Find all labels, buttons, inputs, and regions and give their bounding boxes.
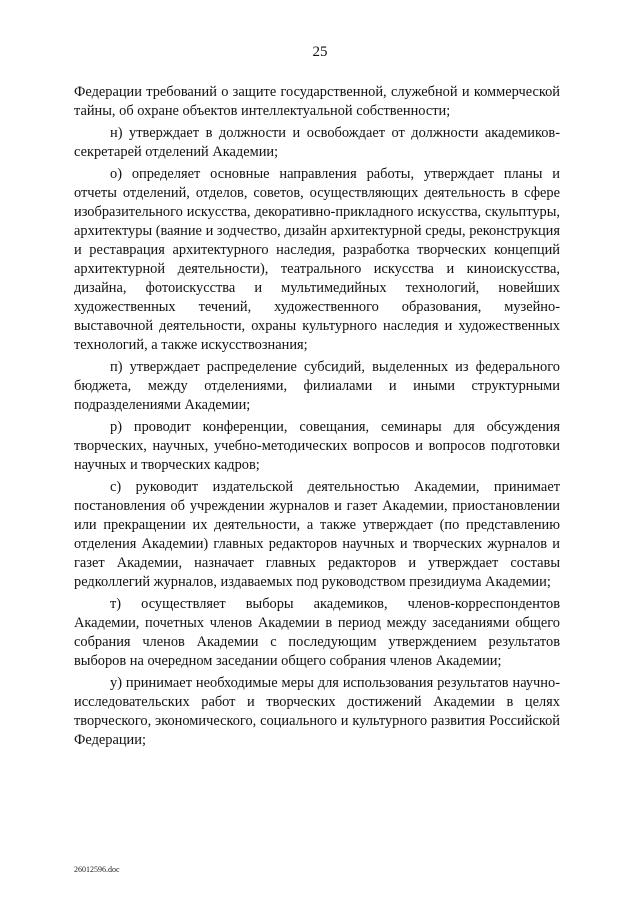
paragraph-item-u: у) принимает необходимые меры для использования результатов научно-исследовательских работ и творческих достижений Академии в целях творческого, экономического, социального и культурного развития Российской Федерации;	[74, 675, 560, 748]
paragraph-continuation: Федерации требований о защите государственной, служебной и коммерческой тайны, об охране объектов интеллектуальной собственности;	[74, 84, 560, 119]
page-number: 25	[312, 44, 328, 60]
paragraph-item-s: с) руководит издательской деятельностью Академии, принимает постановления об учреждении журналов и газет Академии, приостановлении или прекращении их деятельности, а также утверждает (по представлению отделения Академии) главных редакторов научных и творческих журналов и газет Академии, назначает главных редакторов и утверждает составы редколлегий журналов, издаваемых под руководством президиума Академии;	[74, 479, 560, 590]
document-file-id: 26012596.doc	[74, 865, 120, 874]
document-body	[74, 83, 560, 753]
paragraph-item-o: о) определяет основные направления работы, утверждает планы и отчеты отделений, отделов, советов, осуществляющих деятельность в сфере изобразительного искусства, декоративно-прикладного искусства, скульптуры, архитектуры (ваяние и зодчество, дизайн архитектурной среды, реконструкция и реставрация архитектурного наследия, разработка творческих концепций архитектурной деятельности), театрального искусства и киноискусства, дизайна, фотоискусства и мультимедийных технологий, новейших художественных течений, художественного образования, музейно-выставочной деятельности, охраны культурного наследия и художественных технологий, а также искусствознания;	[74, 166, 560, 353]
paragraph-item-t: т) осуществляет выборы академиков, членов-корреспондентов Академии, почетных членов Академии в период между заседаниями общего собрания членов Академии с последующим утверждением результатов выборов на очередном заседании общего собрания членов Академии;	[74, 596, 560, 669]
paragraph-item-n: н) утверждает в должности и освобождает от должности академиков-секретарей отделений Академии;	[74, 125, 560, 160]
paragraph-item-p: п) утверждает распределение субсидий, выделенных из федерального бюджета, между отделениями, филиалами и иными структурными подразделениями Академии;	[74, 359, 560, 413]
paragraph-item-r: р) проводит конференции, совещания, семинары для обсуждения творческих, научных, учебно-методических вопросов и вопросов подготовки научных и творческих кадров;	[74, 419, 560, 473]
